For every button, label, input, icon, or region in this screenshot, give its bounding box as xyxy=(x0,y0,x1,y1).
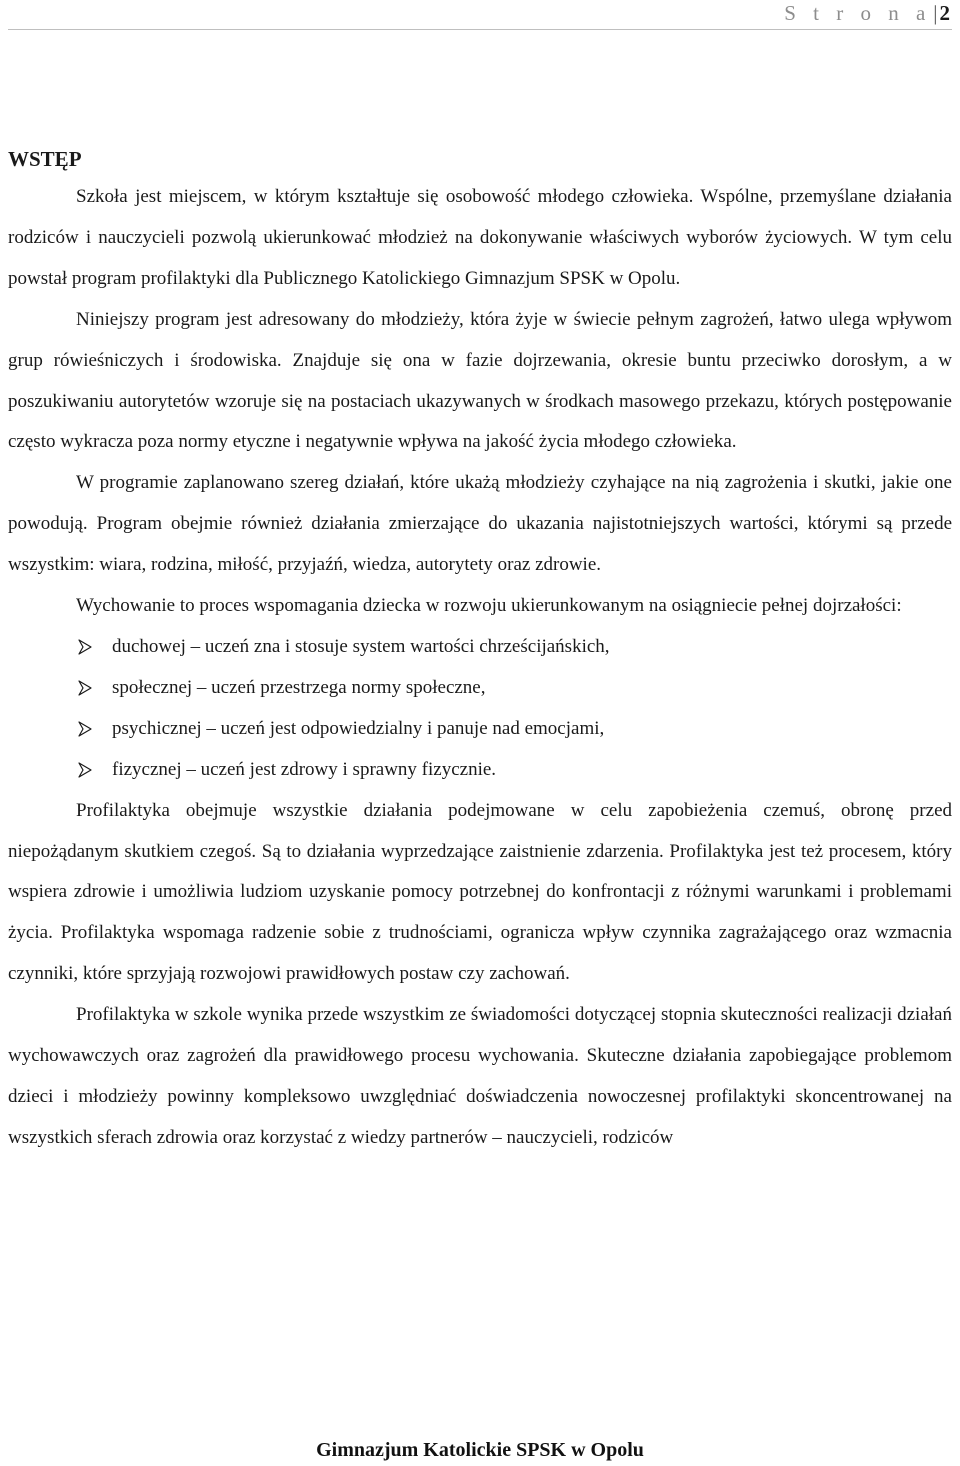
page-footer: Gimnazjum Katolickie SPSK w Opolu xyxy=(316,1439,644,1461)
section-heading: WSTĘP xyxy=(8,147,82,171)
paragraph-upbringing: Wychowanie to proces wspomagania dziecka w rozwoju ukierunkowanym na osiągniecie pełnej dojrzałości: xyxy=(76,595,902,617)
list-item-text: psychicznej – uczeń jest odpowiedzialny i panuje nad emocjami, xyxy=(112,717,605,739)
page-number: 2 xyxy=(939,0,950,25)
header-divider xyxy=(8,29,952,30)
list-item-text: społecznej – uczeń przestrzega normy społeczne, xyxy=(112,676,486,698)
arrowhead-bullet-icon xyxy=(78,721,92,737)
arrowhead-bullet-icon xyxy=(78,680,92,696)
arrowhead-bullet-icon xyxy=(78,762,92,778)
list-item xyxy=(78,709,952,750)
list-item xyxy=(78,627,952,668)
list-item-text: duchowej – uczeń zna i stosuje system wartości chrześcijańskich, xyxy=(112,635,610,657)
arrowhead-bullet-icon xyxy=(78,639,92,655)
list-item-text: fizycznej – uczeń jest zdrowy i sprawny fizycznie. xyxy=(112,758,497,780)
list-item xyxy=(78,750,952,791)
paragraph-intro: Szkoła jest miejscem, w którym kształtuje się osobowość młodego człowieka. Wspólne, przemyślane działania rodziców i nauczycieli pozwolą ukierunkować młodzież na dokonywanie właściwych wyborów życiowych. W tym celu powstał program profilaktyki dla Publicznego Katolickiego Gimnazjum SPSK w Opolu. xyxy=(8,186,952,289)
paragraph-audience: Niniejszy program jest adresowany do młodzieży, która żyje w świecie pełnym zagrożeń, łatwo ulega wpływom grup rówieśniczych i środowiska. Znajduje się ona w fazie dojrzewania, okresie buntu przeciwko dorosłym, a w poszukiwaniu autorytetów wzoruje się na postaciach ukazywanych w środkach masowego przekazu, których postępowanie często wykracza poza normy etyczne i negatywnie wpływa na jakość życia młodego człowieka. xyxy=(8,308,952,453)
paragraph-prevention-definition: Profilaktyka obejmuje wszystkie działania podejmowane w celu zapobieżenia czemuś, obronę przed niepożądanym skutkiem czegoś. Są to działania wyprzedzające zaistnienie zdarzenia. Profilaktyka jest też procesem, który wspiera zdrowie i umożliwia ludziom uzyskanie pomocy potrzebnej do konfrontacji z różnymi warunkami i problemami życia. Profilaktyka wspomaga radzenie sobie z trudnościami, ogranicza wpływ czynnika zagrażającego oraz wzmacnia czynniki, które sprzyjają rozwojowi prawidłowych postaw czy zachowań. xyxy=(8,799,952,985)
maturity-list xyxy=(8,627,952,791)
document-body xyxy=(8,141,952,1159)
page-label: S t r o n a xyxy=(784,0,932,25)
paragraph-program-plan: W programie zaplanowano szereg działań, które ukażą młodzieży czyhające na nią zagrożenia i skutki, jakie one powodują. Program obejmie również działania zmierzające do ukazania najistotniejszych wartości, którymi są przede wszystkim: wiara, rodzina, miłość, przyjaźń, wiedza, autorytety oraz zdrowie. xyxy=(8,472,952,576)
page-separator: | xyxy=(933,0,938,25)
paragraph-school-prevention: Profilaktyka w szkole wynika przede wszystkim ze świadomości dotyczącej stopnia skuteczności realizacji działań wychowawczych oraz zagrożeń dla prawidłowego procesu wychowania. Skuteczne działania zapobiegające problemom dzieci i młodzieży powinny kompleksowo uwzględniać doświadczenia nowoczesnej profilaktyki skoncentrowanej na wszystkich sferach zdrowia oraz korzystać z wiedzy partnerów – nauczycieli, rodziców xyxy=(8,1004,952,1148)
list-item xyxy=(78,668,952,709)
page-header xyxy=(784,0,950,26)
